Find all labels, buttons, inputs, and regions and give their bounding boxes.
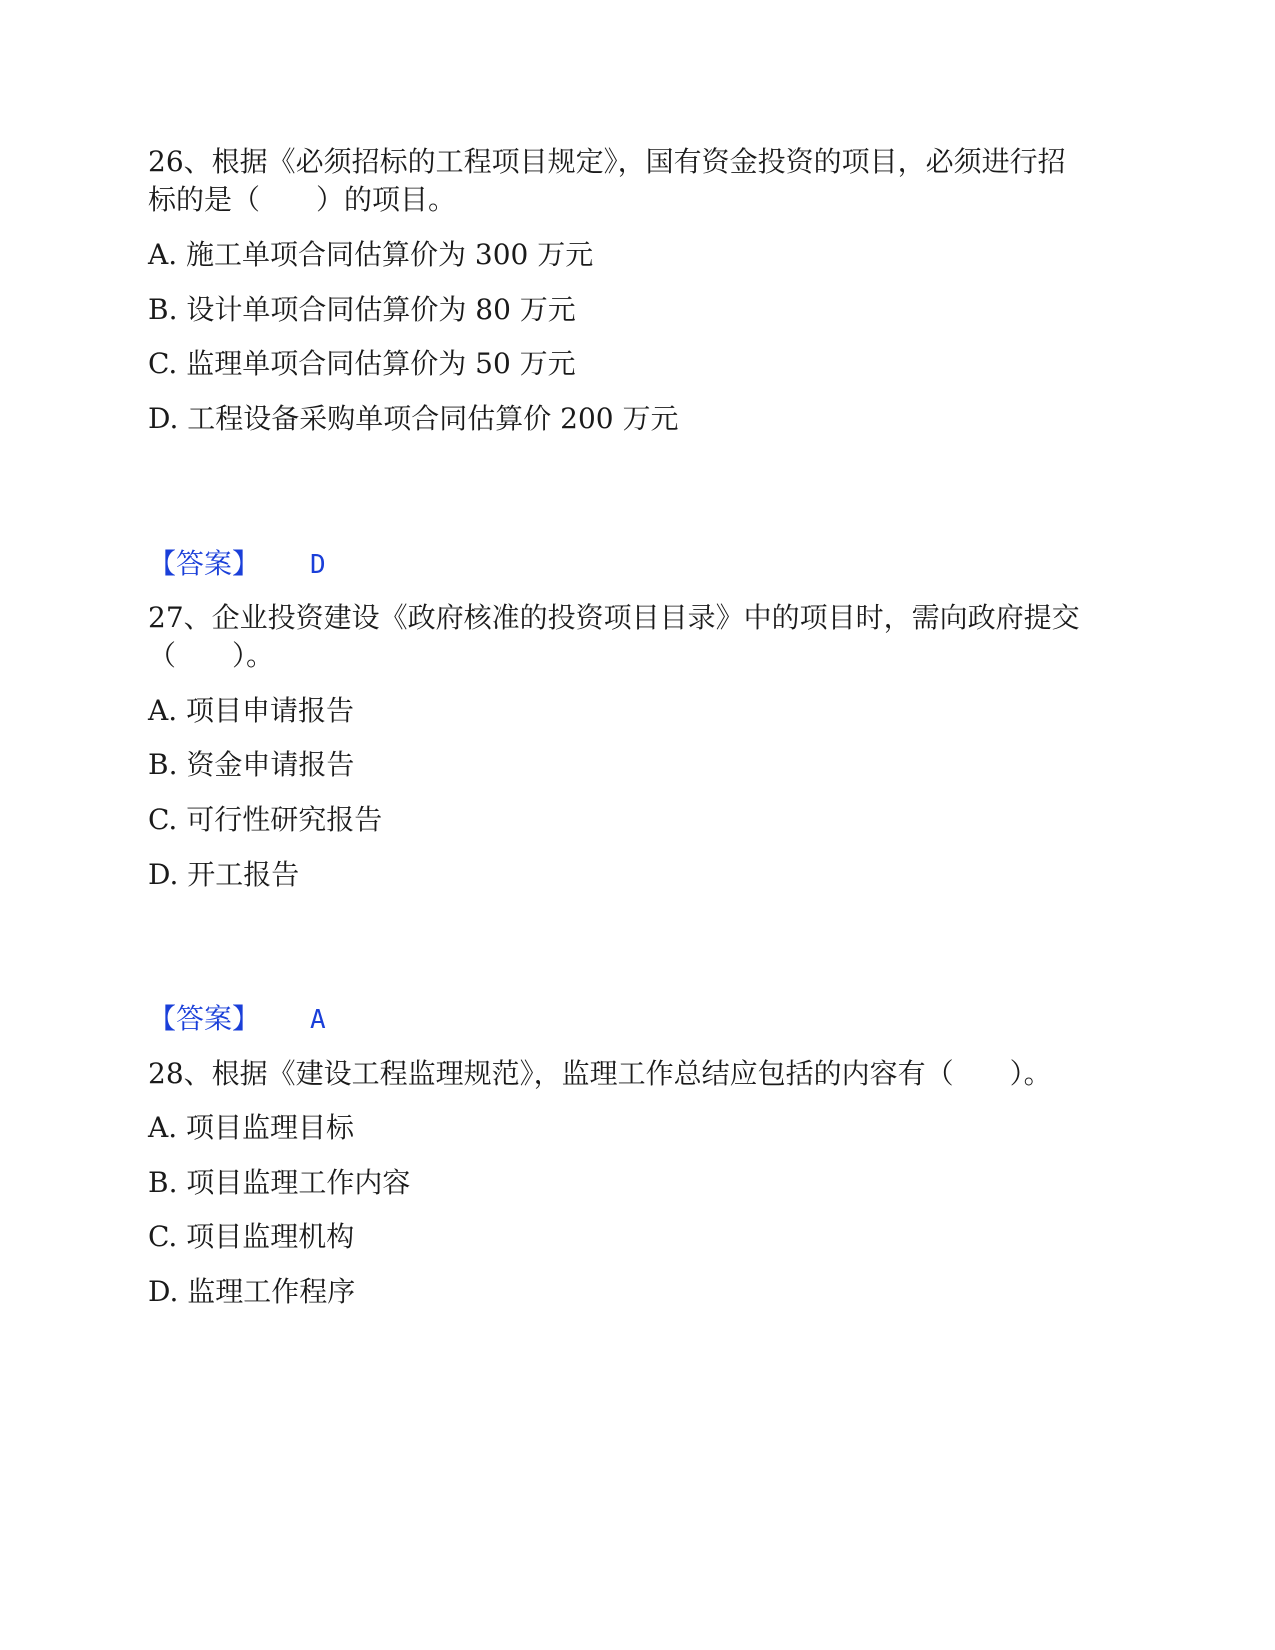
question-26-option-c: C. 监理单项合同估算价为 50 万元 — [148, 347, 576, 380]
question-27-stem-line1: 27、企业投资建设《政府核准的投资项目目录》中的项目时，需向政府提交 — [148, 601, 1080, 634]
question-27-option-c: C. 可行性研究报告 — [148, 803, 383, 836]
question-28-stem-line1: 28、根据《建设工程监理规范》，监理工作总结应包括的内容有（ ）。 — [148, 1057, 1052, 1090]
answer-label: 【答案】 — [148, 1002, 261, 1035]
question-26-answer — [148, 545, 326, 584]
answer-value: A — [310, 1005, 326, 1035]
question-28-option-c: C. 项目监理机构 — [148, 1220, 355, 1253]
question-26-option-d: D. 工程设备采购单项合同估算价 200 万元 — [148, 402, 679, 435]
question-27-option-a: A. 项目申请报告 — [148, 694, 355, 727]
question-26-option-a: A. 施工单项合同估算价为 300 万元 — [148, 238, 594, 271]
answer-label: 【答案】 — [148, 547, 261, 580]
question-27-option-b: B. 资金申请报告 — [148, 748, 355, 781]
question-28-option-d: D. 监理工作程序 — [148, 1275, 356, 1308]
question-27-option-d: D. 开工报告 — [148, 858, 300, 891]
question-26-stem-line2: 标的是（ ）的项目。 — [148, 183, 457, 216]
question-28-option-a: A. 项目监理目标 — [148, 1111, 355, 1144]
question-28-option-b: B. 项目监理工作内容 — [148, 1166, 411, 1199]
question-26-stem-line1: 26、根据《必须招标的工程项目规定》，国有资金投资的项目，必须进行招 — [148, 145, 1066, 178]
question-27-answer — [148, 1000, 326, 1039]
question-27-stem-line2: （ ）。 — [148, 639, 275, 672]
question-26-option-b: B. 设计单项合同估算价为 80 万元 — [148, 293, 576, 326]
answer-value: D — [310, 550, 326, 580]
